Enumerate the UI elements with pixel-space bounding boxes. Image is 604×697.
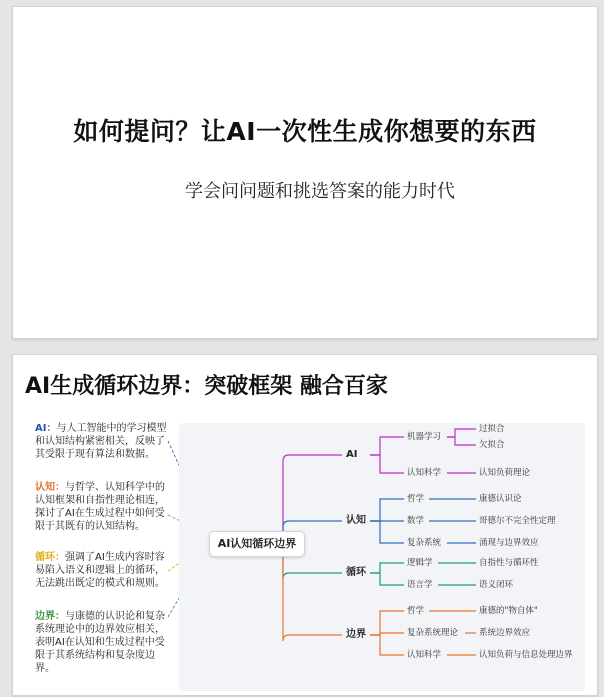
description-ai [35, 422, 169, 461]
child-connector [370, 499, 404, 521]
child-connector [370, 635, 404, 655]
node-1-1[interactable]: 数学 [407, 516, 425, 526]
child-connector [370, 455, 404, 473]
child-connector [370, 573, 404, 585]
description-key: 循环 [35, 552, 55, 563]
leaf-3-2-0[interactable]: 认知负荷与信息处理边界 [479, 650, 573, 660]
leaf-1-2-0[interactable]: 涌现与边界效应 [479, 538, 539, 548]
description-key: AI [35, 423, 47, 434]
slide-2-title: AI生成循环边界：突破框架 融合百家 [25, 374, 388, 399]
node-2-1[interactable]: 语言学 [407, 580, 433, 590]
leaf-1-1-0[interactable]: 哥德尔不完全性定理 [479, 516, 556, 526]
description-boundary [35, 610, 169, 675]
mind-map[interactable] [179, 423, 585, 691]
node-0-0[interactable]: 机器学习 [407, 432, 442, 442]
leaf-connector [447, 429, 476, 437]
node-3-1[interactable]: 复杂系统理论 [407, 628, 459, 638]
branch-2-label[interactable]: 循环 [346, 567, 366, 578]
node-1-2[interactable]: 复杂系统 [407, 538, 442, 548]
branch-3-label[interactable]: 边界 [346, 629, 366, 640]
leaf-3-1-0[interactable]: 系统边界效应 [479, 628, 531, 638]
description-text: 与康德的认识论和复杂系统理论中的边界效应相关，表明AI在认知和生成过程中受限于其系统结构和复杂度边界。 [35, 611, 165, 674]
branch-connector [283, 543, 342, 641]
child-connector [370, 611, 404, 635]
branch-1-label[interactable]: 认知 [346, 515, 366, 526]
description-loop [35, 551, 169, 590]
child-connector [370, 521, 404, 543]
node-3-2[interactable]: 认知科学 [407, 650, 442, 660]
slide-2[interactable] [12, 354, 598, 696]
description-text: 与人工智能中的学习模型和认知结构紧密相关，反映了其受限于现有算法和数据。 [35, 423, 167, 460]
node-2-0[interactable]: 逻辑学 [407, 558, 433, 568]
leaf-3-0-0[interactable]: 康德的"物自体" [479, 606, 538, 616]
leaf-0-0-1[interactable]: 欠拟合 [479, 440, 505, 450]
description-key: 认知 [35, 482, 55, 493]
branch-connector [283, 455, 342, 543]
branch-0-label[interactable]: AI [346, 449, 358, 460]
description-separator: ： [55, 611, 65, 622]
description-text: 强调了AI生成内容时容易陷入语义和逻辑上的循环，无法跳出既定的模式和规则。 [35, 552, 165, 589]
description-key: 边界 [35, 611, 55, 622]
leaf-0-1-0[interactable]: 认知负荷理论 [479, 468, 531, 478]
node-0-1[interactable]: 认知科学 [407, 468, 442, 478]
slide-1-subtitle: 学会问问题和挑选答案的能力时代 [185, 181, 455, 202]
description-separator: ： [55, 552, 65, 563]
leaf-0-0-0[interactable]: 过拟合 [479, 424, 505, 434]
leaf-2-0-0[interactable]: 自指性与循环性 [479, 558, 539, 568]
leaf-1-0-0[interactable]: 康德认识论 [479, 494, 522, 504]
description-text: 与哲学、认知科学中的认知框架和自指性理论相连，探讨了AI在生成过程中如何受限于其既有的认知结构。 [35, 482, 165, 532]
node-1-0[interactable]: 哲学 [407, 494, 425, 504]
slide-1[interactable] [12, 6, 598, 339]
child-connector [370, 437, 404, 455]
node-3-0[interactable]: 哲学 [407, 606, 425, 616]
description-separator: ： [55, 482, 65, 493]
slide-1-title: 如何提问？让AI一次性生成你想要的东西 [73, 117, 537, 146]
leaf-2-1-0[interactable]: 语义闭环 [479, 580, 514, 590]
description-separator: ： [46, 423, 57, 434]
leaf-connector [447, 437, 476, 445]
description-cognition [35, 481, 169, 533]
child-connector [370, 563, 404, 573]
mind-map-root[interactable]: AI认知循环边界 [209, 531, 305, 557]
